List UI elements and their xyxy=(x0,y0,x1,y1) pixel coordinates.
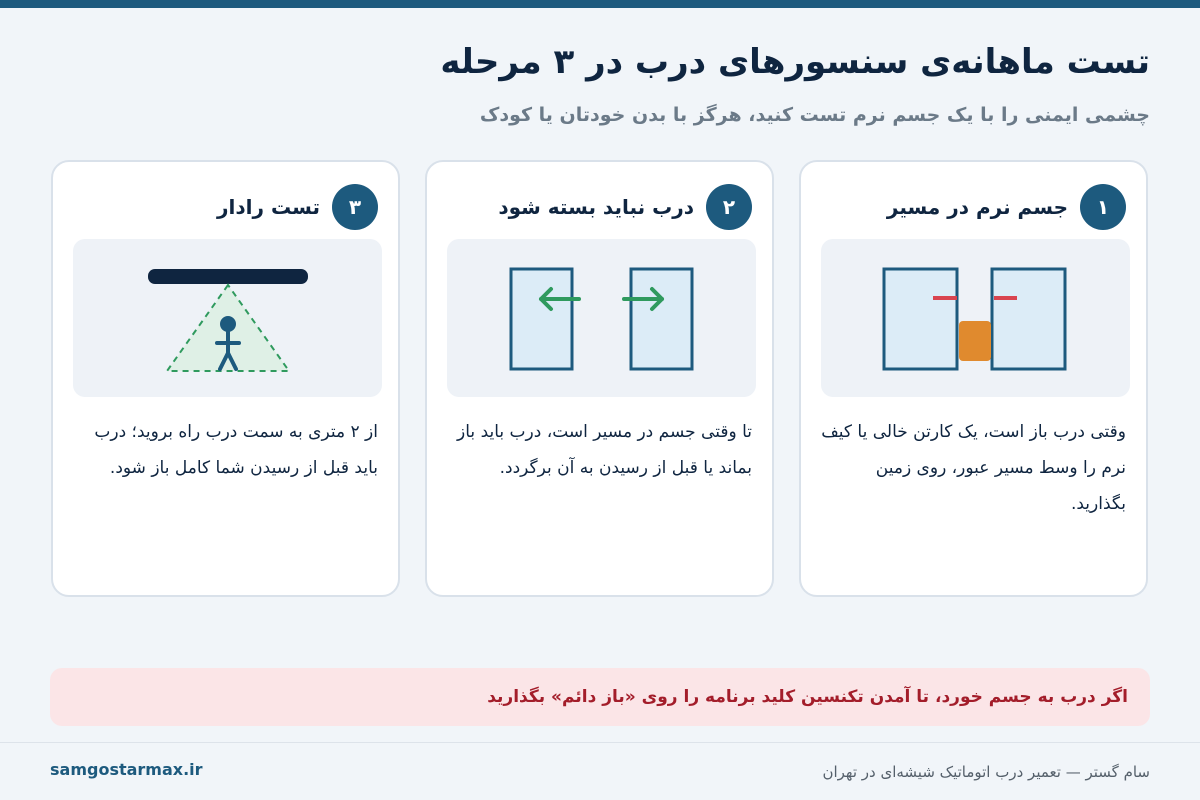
door-panel-right xyxy=(992,269,1065,369)
warning-banner: اگر درب به جسم خورد، تا آمدن تکنسین کلید برنامه را روی «باز دائم» بگذارید xyxy=(50,668,1150,726)
footer-credit: سام گستر — تعمیر درب اتوماتیک شیشه‌ای در تهران xyxy=(822,763,1150,781)
step-title: تست رادار xyxy=(217,195,320,219)
step-header-2 xyxy=(447,184,752,230)
footer-website-link[interactable]: samgostarmax.ir xyxy=(50,760,203,779)
page-title: تست ماهانه‌ی سنسورهای درب در ۳ مرحله xyxy=(440,42,1150,82)
footer-divider xyxy=(0,742,1200,743)
step-title: جسم نرم در مسیر xyxy=(886,195,1068,219)
step-description: تا وقتی جسم در مسیر است، درب باید باز بماند یا قبل از رسیدن به آن برگردد. xyxy=(457,422,752,478)
page-subtitle: چشمی ایمنی را با یک جسم نرم تست کنید، هرگز با بدن خودتان یا کودک xyxy=(479,104,1150,126)
step-card-2 xyxy=(425,160,774,597)
radar-illustration xyxy=(73,239,382,397)
step-description: وقتی درب باز است، یک کارتن خالی یا کیف نرم را وسط مسیر عبور، روی زمین بگذارید. xyxy=(821,422,1126,514)
top-accent-bar xyxy=(0,0,1200,8)
step-card-1 xyxy=(799,160,1148,597)
door-panel-left xyxy=(884,269,957,369)
soft-object-illustration xyxy=(821,239,1130,397)
door-panel-left xyxy=(511,269,572,369)
step-title: درب نباید بسته شود xyxy=(498,195,694,219)
door-panel-right xyxy=(631,269,692,369)
radar-sensor-bar xyxy=(148,269,308,284)
step-number-badge: ۲ xyxy=(706,184,752,230)
step-card-3 xyxy=(51,160,400,597)
step-number-badge: ۱ xyxy=(1080,184,1126,230)
step-description: از ۲ متری به سمت درب راه بروید؛ درب باید قبل از رسیدن شما کامل باز شود. xyxy=(94,422,378,478)
step-number-badge: ۳ xyxy=(332,184,378,230)
door-opening-illustration xyxy=(447,239,756,397)
step-header-3 xyxy=(73,184,378,230)
step-header-1 xyxy=(821,184,1126,230)
soft-object-box xyxy=(959,321,991,361)
